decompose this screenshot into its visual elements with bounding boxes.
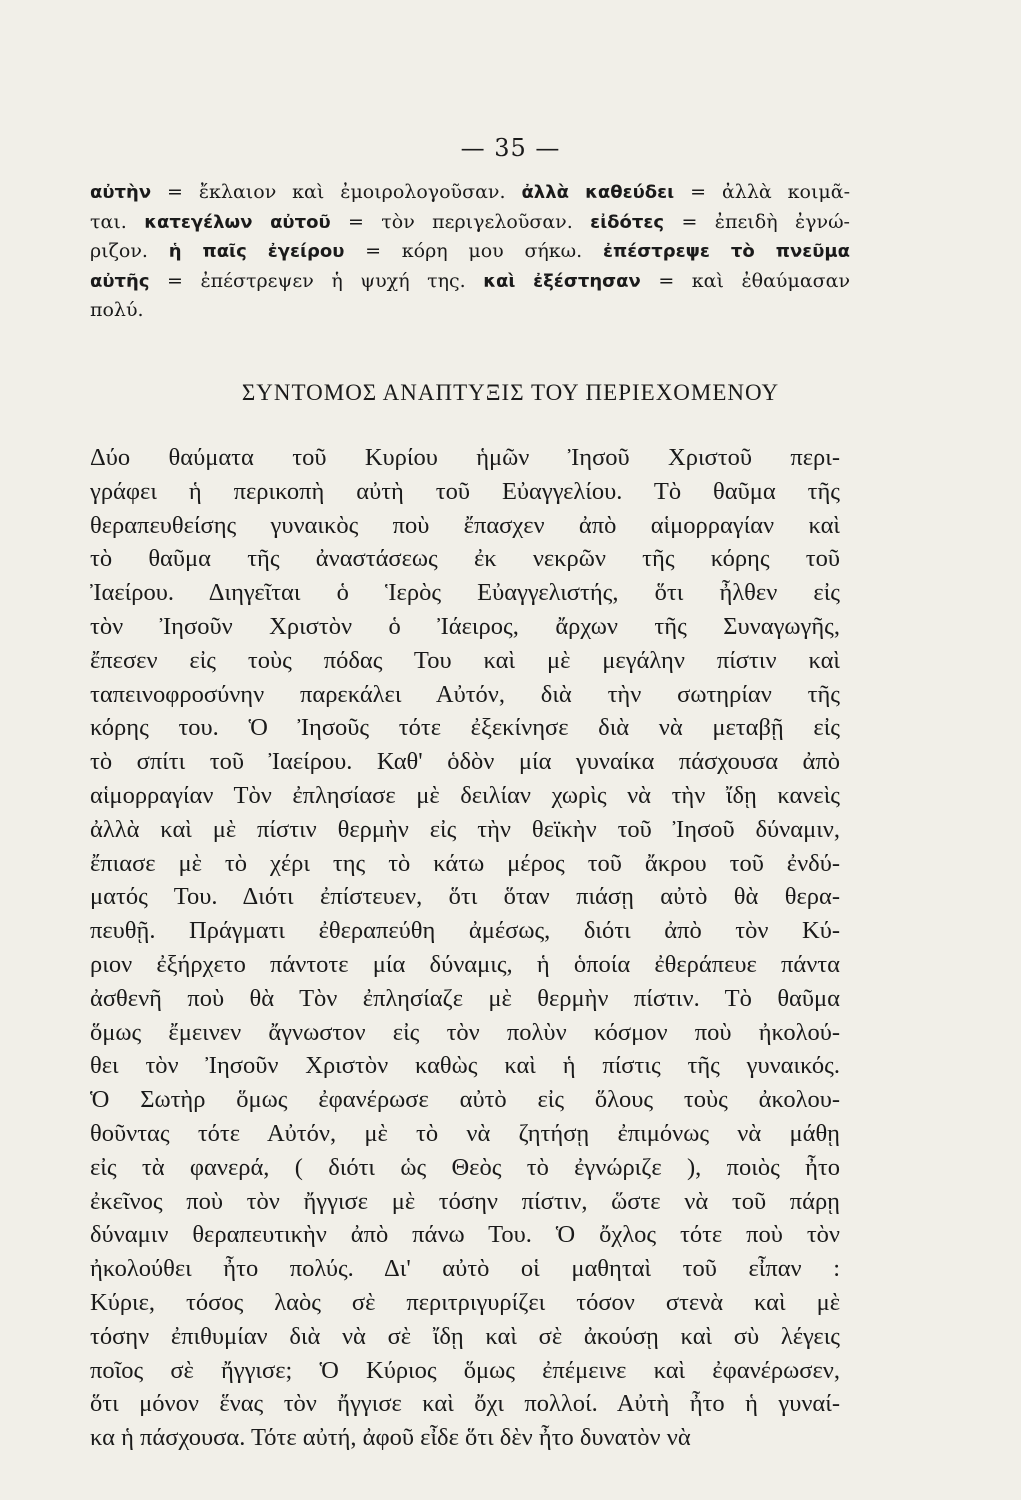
glossary-term: αὐτὴν bbox=[90, 182, 152, 203]
body-line: ἀσθενῆ ποὺ θὰ Τὸν ἐπλησίαζε μὲ θερμὴν πίστιν. Τὸ θαῦμα bbox=[90, 984, 840, 1012]
glossary-term: ἡ παῖς ἐγείρου bbox=[168, 241, 345, 262]
body-line: θει τὸν Ἰησοῦν Χριστὸν καθὼς καὶ ἡ πίστις τῆς γυναικός. bbox=[90, 1052, 840, 1080]
glossary-definition: ται. bbox=[90, 210, 145, 233]
body-line: ἐκεῖνος ποὺ τὸν ἤγγισε μὲ τόσην πίστιν, ὥστε νὰ τοῦ πάρῃ bbox=[90, 1187, 840, 1215]
glossary-term: αὐτῆς bbox=[90, 270, 150, 292]
body-line: ριον ἐξήρχετο πάντοτε μία δύναμις, ἡ ὁποία ἐθεράπευε πάντα bbox=[90, 950, 840, 978]
body-line: κόρης του. Ὁ Ἰησοῦς τότε ἐξεκίνησε διὰ νὰ μεταβῇ εἰς bbox=[90, 714, 840, 742]
glossary-definition: ριζον. bbox=[90, 240, 169, 262]
body-line: ἔπιασε μὲ τὸ χέρι της τὸ κάτω μέρος τοῦ ἄκρου τοῦ ἐνδύ- bbox=[90, 849, 840, 877]
glossary-definition: = ἐπειδὴ ἐγνώ- bbox=[664, 210, 850, 233]
glossary-definition: = τὸν περιγελοῦσαν. bbox=[330, 210, 591, 233]
glossary-term: ἐπέστρεψε τὸ πνεῦμα bbox=[602, 241, 850, 262]
body-line: Ὁ Σωτὴρ ὅμως ἐφανέρωσε αὐτὸ εἰς ὅλους τοὺς ἀκολου- bbox=[90, 1086, 840, 1114]
body-line: ἀλλὰ καὶ μὲ πίστιν θερμὴν εἰς τὴν θεϊκὴν τοῦ Ἰησοῦ δύναμιν, bbox=[90, 815, 840, 843]
body-line: θεραπευθείσης γυναικὸς ποὺ ἔπασχεν ἀπὸ αἱμορραγίαν καὶ bbox=[90, 511, 840, 539]
body-line: τόσην ἐπιθυμίαν διὰ νὰ σὲ ἴδῃ καὶ σὲ ἀκούσῃ καὶ σὺ λέγεις bbox=[90, 1322, 840, 1350]
glossary-term: καὶ ἐξέστησαν bbox=[483, 270, 641, 292]
glossary-definition: = καὶ ἐθαύμασαν bbox=[640, 269, 850, 292]
glossary-definition: = ἔκλαιον καὶ ἐμοιρολογοῦσαν. bbox=[151, 181, 522, 203]
body-line: τὸ θαῦμα τῆς ἀναστάσεως ἐκ νεκρῶν τῆς κόρης τοῦ bbox=[90, 545, 840, 573]
body-line: δύναμιν θεραπευτικὴν ἀπὸ πάνω Του. Ὁ ὄχλος τότε ποὺ τὸν bbox=[90, 1221, 840, 1249]
body-line: εἰς τὰ φανερά, ( διότι ὡς Θεὸς τὸ ἐγνώριζε ), ποιὸς ἦτο bbox=[90, 1153, 840, 1181]
glossary-line bbox=[90, 178, 850, 208]
glossary-definition: = ἐπέστρεψεν ἡ ψυχή της. bbox=[149, 269, 484, 292]
glossary-term: κατεγέλων αὐτοῦ bbox=[144, 211, 331, 233]
page-number: — 35 — bbox=[460, 134, 561, 162]
glossary-term: ἀλλὰ καθεύδει bbox=[521, 182, 675, 203]
body-paragraph bbox=[90, 441, 840, 1455]
glossary-line bbox=[90, 237, 850, 267]
glossary-definition: = κόρη μου σήκω. bbox=[344, 240, 603, 262]
glossary-line bbox=[90, 296, 850, 325]
body-text bbox=[90, 441, 840, 1455]
glossary-term: εἰδότες bbox=[590, 211, 665, 233]
body-line: τὸν Ἰησοῦν Χριστὸν ὁ Ἰάειρος, ἄρχων τῆς Συναγωγῆς, bbox=[90, 612, 840, 640]
body-line: ποῖος σὲ ἤγγισε; Ὁ Κύριος ὅμως ἐπέμεινε καὶ ἐφανέρωσεν, bbox=[90, 1356, 840, 1384]
body-line: Ἰαείρου. Διηγεῖται ὁ Ἱερὸς Εὐαγγελιστής, ὅτι ἦλθεν εἰς bbox=[90, 579, 840, 607]
body-line: ὅμως ἔμεινεν ἄγνωστον εἰς τὸν πολὺν κόσμον ποὺ ἠκολού- bbox=[90, 1018, 840, 1046]
glossary-line bbox=[90, 267, 850, 297]
body-line: τὸ σπίτι τοῦ Ἰαείρου. Καθ' ὁδὸν μία γυναίκα πάσχουσα ἀπὸ bbox=[90, 748, 840, 776]
body-line: ἠκολούθει ἦτο πολύς. Δι' αὐτὸ οἱ μαθηταὶ τοῦ εἶπαν : bbox=[90, 1255, 840, 1283]
body-line: ματός Του. Διότι ἐπίστευεν, ὅτι ὅταν πιάσῃ αὐτὸ θὰ θερα- bbox=[90, 883, 840, 911]
glossary-paragraph bbox=[90, 178, 850, 325]
glossary-line bbox=[90, 208, 850, 238]
body-line: θοῦντας τότε Αὐτόν, μὲ τὸ νὰ ζητήσῃ ἐπιμόνως νὰ μάθῃ bbox=[90, 1119, 840, 1147]
body-line: ὅτι μόνον ἕνας τὸν ἤγγισε καὶ ὄχι πολλοί. Αὐτὴ ἦτο ἡ γυναί- bbox=[90, 1390, 840, 1418]
body-line: γράφει ἡ περικοπὴ αὐτὴ τοῦ Εὐαγγελίου. Τὸ θαῦμα τῆς bbox=[90, 477, 840, 505]
glossary-definition: = ἀλλὰ κοιμᾶ- bbox=[674, 181, 850, 203]
body-line: ταπεινοφροσύνην παρεκάλει Αὐτόν, διὰ τὴν σωτηρίαν τῆς bbox=[90, 680, 840, 708]
glossary-notes bbox=[90, 178, 850, 325]
body-line: Δύο θαύματα τοῦ Κυρίου ἡμῶν Ἰησοῦ Χριστοῦ περι- bbox=[90, 444, 840, 471]
body-line: ἔπεσεν εἰς τοὺς πόδας Του καὶ μὲ μεγάλην πίστιν καὶ bbox=[90, 646, 840, 674]
body-line: πευθῇ. Πράγματι ἐθεραπεύθη ἀμέσως, διότι ἀπὸ τὸν Κύ- bbox=[90, 917, 840, 945]
section-heading: ΣΥΝΤΟΜΟΣ ΑΝΑΠΤΥΞΙΣ ΤΟΥ ΠΕΡΙΕΧΟΜΕΝΟΥ bbox=[241, 380, 780, 405]
body-line: κα ἡ πάσχουσα. Τότε αὐτή, ἀφοῦ εἶδε ὅτι δὲν ἦτο δυνατὸν νὰ bbox=[90, 1424, 691, 1452]
body-line: αἱμορραγίαν Τὸν ἐπλησίασε μὲ δειλίαν χωρὶς νὰ τὴν ἴδῃ κανεὶς bbox=[90, 781, 840, 809]
glossary-definition: πολύ. bbox=[90, 299, 144, 321]
body-line: Κύριε, τόσος λαὸς σὲ περιτριγυρίζει τόσον στενὰ καὶ μὲ bbox=[90, 1288, 840, 1316]
